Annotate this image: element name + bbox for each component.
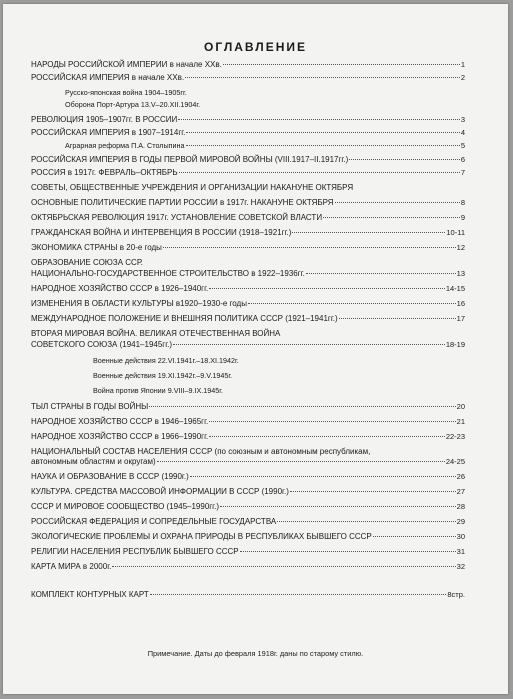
toc-entry-text: ЭКОЛОГИЧЕСКИЕ ПРОБЛЕМЫ И ОХРАНА ПРИРОДЫ В РЕСПУБЛИКАХ БЫВШЕГО СССР bbox=[31, 532, 372, 542]
toc-entry-text: КАРТА МИРА в 2000г. bbox=[31, 562, 112, 572]
toc-entry-text: СОВЕТСКОГО СОЮЗА (1941–1945гг.) bbox=[31, 339, 173, 349]
toc-entry-text: НАЦИОНАЛЬНЫЙ СОСТАВ НАСЕЛЕНИЯ СССР (по союзным и автономным республикам, bbox=[31, 446, 371, 456]
toc-entry[interactable] bbox=[31, 168, 465, 179]
dot-leader bbox=[150, 594, 447, 595]
toc-entry-text: ИЗМЕНЕНИЯ В ОБЛАСТИ КУЛЬТУРЫ в1920–1930-е годы bbox=[31, 298, 247, 308]
toc-entry-text: Военные действия 22.VI.1941г.–18.XI.1942г. bbox=[93, 355, 239, 365]
toc-subentry[interactable] bbox=[31, 370, 465, 383]
toc-entry-page: 26 bbox=[456, 472, 465, 482]
toc-entry-page: 20 bbox=[456, 401, 465, 411]
toc-entry-page: 14-15 bbox=[445, 283, 465, 293]
dot-leader bbox=[149, 406, 455, 407]
dot-leader bbox=[290, 491, 456, 492]
toc-entry-text: РОССИЙСКАЯ ФЕДЕРАЦИЯ И СОПРЕДЕЛЬНЫЕ ГОСУДАРСТВА bbox=[31, 517, 277, 527]
toc-entry[interactable] bbox=[31, 155, 465, 166]
toc-entry[interactable] bbox=[31, 284, 465, 295]
toc-entry-text: НАУКА И ОБРАЗОВАНИЕ В СССР (1990г.) bbox=[31, 472, 189, 482]
toc-entry-text: РОССИЯ в 1917г. ФЕВРАЛЬ–ОКТЯБРЬ bbox=[31, 168, 178, 178]
toc-entry-page: 7 bbox=[460, 168, 465, 178]
dot-leader bbox=[277, 521, 455, 522]
toc-entry-text: НАРОДНОЕ ХОЗЯЙСТВО СССР в 1926–1940гг. bbox=[31, 283, 209, 293]
toc-entry-text: РЕЛИГИИ НАСЕЛЕНИЯ РЕСПУБЛИК БЫВШЕГО СССР bbox=[31, 547, 239, 557]
toc-entry[interactable] bbox=[31, 517, 465, 528]
dot-leader bbox=[112, 566, 455, 567]
toc-entry-page: 3 bbox=[460, 114, 465, 124]
toc-entry[interactable] bbox=[31, 213, 465, 224]
dot-leader bbox=[335, 202, 460, 203]
toc-entry-text: НАРОДНОЕ ХОЗЯЙСТВО СССР в 1966–1990гг. bbox=[31, 431, 209, 441]
toc-entry-page: 27 bbox=[456, 487, 465, 497]
toc-entry[interactable] bbox=[31, 487, 465, 498]
dot-leader bbox=[185, 77, 460, 78]
toc-entry[interactable] bbox=[31, 447, 465, 458]
toc-subentry[interactable] bbox=[31, 87, 465, 100]
toc-entry-page: 1 bbox=[460, 60, 465, 69]
dot-leader bbox=[178, 119, 460, 120]
document-page bbox=[3, 4, 508, 694]
toc-entry-page: 17 bbox=[456, 313, 465, 323]
toc-entry[interactable] bbox=[31, 73, 465, 84]
toc-entry-text: СССР И МИРОВОЕ СООБЩЕСТВО (1945–1990гг.) bbox=[31, 502, 220, 512]
toc-entry[interactable] bbox=[31, 547, 465, 558]
toc-entry-text: СОВЕТЫ, ОБЩЕСТВЕННЫЕ УЧРЕЖДЕНИЯ И ОРГАНИЗАЦИИ НАКАНУНЕ ОКТЯБРЯ bbox=[31, 183, 354, 193]
toc-entry-text: ВТОРАЯ МИРОВАЯ ВОЙНА. ВЕЛИКАЯ ОТЕЧЕСТВЕННАЯ ВОЙНА bbox=[31, 328, 281, 338]
dot-leader bbox=[190, 476, 456, 477]
toc-entry[interactable] bbox=[31, 417, 465, 428]
toc-entry-text: РОССИЙСКАЯ ИМПЕРИЯ в 1907–1914гг. bbox=[31, 127, 186, 137]
toc-entry-text: Оборона Порт-Артура 13.V–20.XII.1904г. bbox=[65, 100, 201, 110]
dot-leader bbox=[186, 132, 459, 133]
toc-entry[interactable] bbox=[31, 502, 465, 513]
toc-entry[interactable] bbox=[31, 115, 465, 126]
toc-entry-page: 32 bbox=[456, 562, 465, 572]
dot-leader bbox=[306, 273, 456, 274]
toc-entry-page: 9 bbox=[460, 213, 465, 223]
toc-entry-page: 29 bbox=[456, 517, 465, 527]
toc-subentry[interactable] bbox=[31, 99, 465, 112]
toc-subentry[interactable] bbox=[31, 355, 465, 368]
toc-entry[interactable] bbox=[31, 258, 465, 269]
toc-entry-page: 6 bbox=[460, 154, 465, 164]
page-title: ОГЛАВЛЕНИЕ bbox=[203, 40, 307, 54]
toc-entry[interactable] bbox=[31, 472, 465, 483]
toc-entry-text: ГРАЖДАНСКАЯ ВОЙНА И ИНТЕРВЕНЦИЯ В РОССИИ (1918–1921гг.) bbox=[31, 228, 292, 238]
toc-entry[interactable] bbox=[31, 183, 465, 194]
toc-entry-text: РОССИЙСКАЯ ИМПЕРИЯ В ГОДЫ ПЕРВОЙ МИРОВОЙ ВОЙНЫ (VIII.1917–II.1917гг.) bbox=[31, 154, 349, 164]
toc-entry-text: ТЫЛ СТРАНЫ В ГОДЫ ВОЙНЫ bbox=[31, 401, 149, 411]
toc-entry-page: 22-23 bbox=[445, 431, 465, 441]
toc-entry[interactable] bbox=[31, 198, 465, 209]
toc-entry-page: 4 bbox=[460, 127, 465, 137]
toc-entry-page: 8стр. bbox=[447, 590, 465, 600]
toc-entry[interactable] bbox=[31, 402, 465, 413]
toc-entry-text: Аграрная реформа П.А. Столыпина bbox=[65, 141, 185, 151]
toc-entry[interactable] bbox=[31, 60, 465, 71]
toc-entry[interactable] bbox=[31, 432, 465, 443]
toc-entry-page: 16 bbox=[456, 298, 465, 308]
dot-leader bbox=[157, 461, 445, 462]
toc-entry[interactable] bbox=[31, 590, 465, 601]
toc-entry-page: 2 bbox=[460, 73, 465, 83]
toc-entry-text: НАРОДНОЕ ХОЗЯЙСТВО СССР в 1946–1965гг. bbox=[31, 416, 209, 426]
toc-entry-text: ОКТЯБРЬСКАЯ РЕВОЛЮЦИЯ 1917г. УСТАНОВЛЕНИЕ СОВЕТСКОЙ ВЛАСТИ bbox=[31, 213, 323, 223]
dot-leader bbox=[173, 344, 445, 345]
dot-leader bbox=[349, 159, 460, 160]
dot-leader bbox=[373, 536, 456, 537]
toc-entry-page: 13 bbox=[456, 268, 465, 278]
toc-entry-page: 30 bbox=[456, 532, 465, 542]
toc-entry[interactable] bbox=[31, 329, 465, 340]
toc-entry[interactable] bbox=[31, 228, 465, 239]
toc-entry-page: 8 bbox=[460, 198, 465, 208]
dot-leader bbox=[186, 145, 460, 146]
toc-entry-page: 5 bbox=[460, 141, 465, 151]
toc-entry[interactable] bbox=[31, 269, 465, 280]
toc-entry-page: 24-25 bbox=[445, 457, 465, 467]
toc-entry-text: НАРОДЫ РОССИЙСКОЙ ИМПЕРИИ в начале XXв. bbox=[31, 60, 222, 69]
toc-entry[interactable] bbox=[31, 314, 465, 325]
toc-subentry[interactable] bbox=[31, 141, 465, 152]
dot-leader bbox=[323, 217, 460, 218]
dot-leader bbox=[163, 247, 456, 248]
toc-entry-text: автономным областям и округам) bbox=[31, 457, 156, 467]
toc-entry[interactable] bbox=[31, 243, 465, 254]
dot-leader bbox=[179, 172, 460, 173]
toc-entry-text: КУЛЬТУРА. СРЕДСТВА МАССОВОЙ ИНФОРМАЦИИ В СССР (1990г.) bbox=[31, 487, 289, 497]
toc-entry[interactable] bbox=[31, 340, 465, 351]
dot-leader bbox=[248, 303, 456, 304]
toc-entry-page: 28 bbox=[456, 502, 465, 512]
toc-entry-text: ОСНОВНЫЕ ПОЛИТИЧЕСКИЕ ПАРТИИ РОССИИ в 1917г. НАКАНУНЕ ОКТЯБРЯ bbox=[31, 198, 334, 208]
footnote: Примечание. Даты до февраля 1918г. даны по старому стилю. bbox=[147, 649, 364, 658]
dot-leader bbox=[209, 288, 445, 289]
toc-entry-text: РОССИЙСКАЯ ИМПЕРИЯ в начале XXв. bbox=[31, 73, 185, 83]
toc-entry-page: 10-11 bbox=[446, 228, 465, 238]
dot-leader bbox=[223, 64, 460, 65]
toc-entry[interactable] bbox=[31, 532, 465, 543]
toc-entry-text: НАЦИОНАЛЬНО-ГОСУДАРСТВЕННОЕ СТРОИТЕЛЬСТВО в 1922–1936гг. bbox=[31, 268, 305, 278]
table-of-contents bbox=[31, 60, 465, 601]
toc-entry-text: Война против Японии 9.VIII–9.IX.1945г. bbox=[93, 385, 223, 395]
toc-entry-page: 31 bbox=[456, 547, 465, 557]
toc-entry-text: ОБРАЗОВАНИЕ СОЮЗА ССР. bbox=[31, 258, 143, 268]
toc-entry-page: 12 bbox=[456, 243, 465, 253]
toc-entry-text: КОМПЛЕКТ КОНТУРНЫХ КАРТ bbox=[31, 590, 149, 600]
toc-entry[interactable] bbox=[31, 457, 465, 468]
dot-leader bbox=[339, 318, 456, 319]
toc-entry-text: Военные действия 19.XI.1942г.–9.V.1945г. bbox=[93, 370, 233, 380]
toc-entry-text: МЕЖДУНАРОДНОЕ ПОЛОЖЕНИЕ И ВНЕШНЯЯ ПОЛИТИКА СССР (1921–1941гг.) bbox=[31, 313, 338, 323]
toc-entry[interactable] bbox=[31, 128, 465, 139]
toc-entry-text: РЕВОЛЮЦИЯ 1905–1907гг. В РОССИИ bbox=[31, 114, 178, 124]
dot-leader bbox=[220, 506, 456, 507]
dot-leader bbox=[292, 232, 445, 233]
toc-entry-text: Русско-японская война 1904–1905гг. bbox=[65, 87, 187, 97]
toc-subentry[interactable] bbox=[31, 385, 465, 398]
dot-leader bbox=[209, 421, 455, 422]
dot-leader bbox=[240, 551, 456, 552]
dot-leader bbox=[209, 436, 445, 437]
toc-entry-text: ЭКОНОМИКА СТРАНЫ в 20-е годы bbox=[31, 243, 162, 253]
toc-entry[interactable] bbox=[31, 299, 465, 310]
toc-entry-page: 18-19 bbox=[445, 339, 465, 349]
spacer bbox=[31, 573, 465, 590]
toc-entry[interactable] bbox=[31, 562, 465, 573]
toc-entry-page: 21 bbox=[456, 416, 465, 426]
